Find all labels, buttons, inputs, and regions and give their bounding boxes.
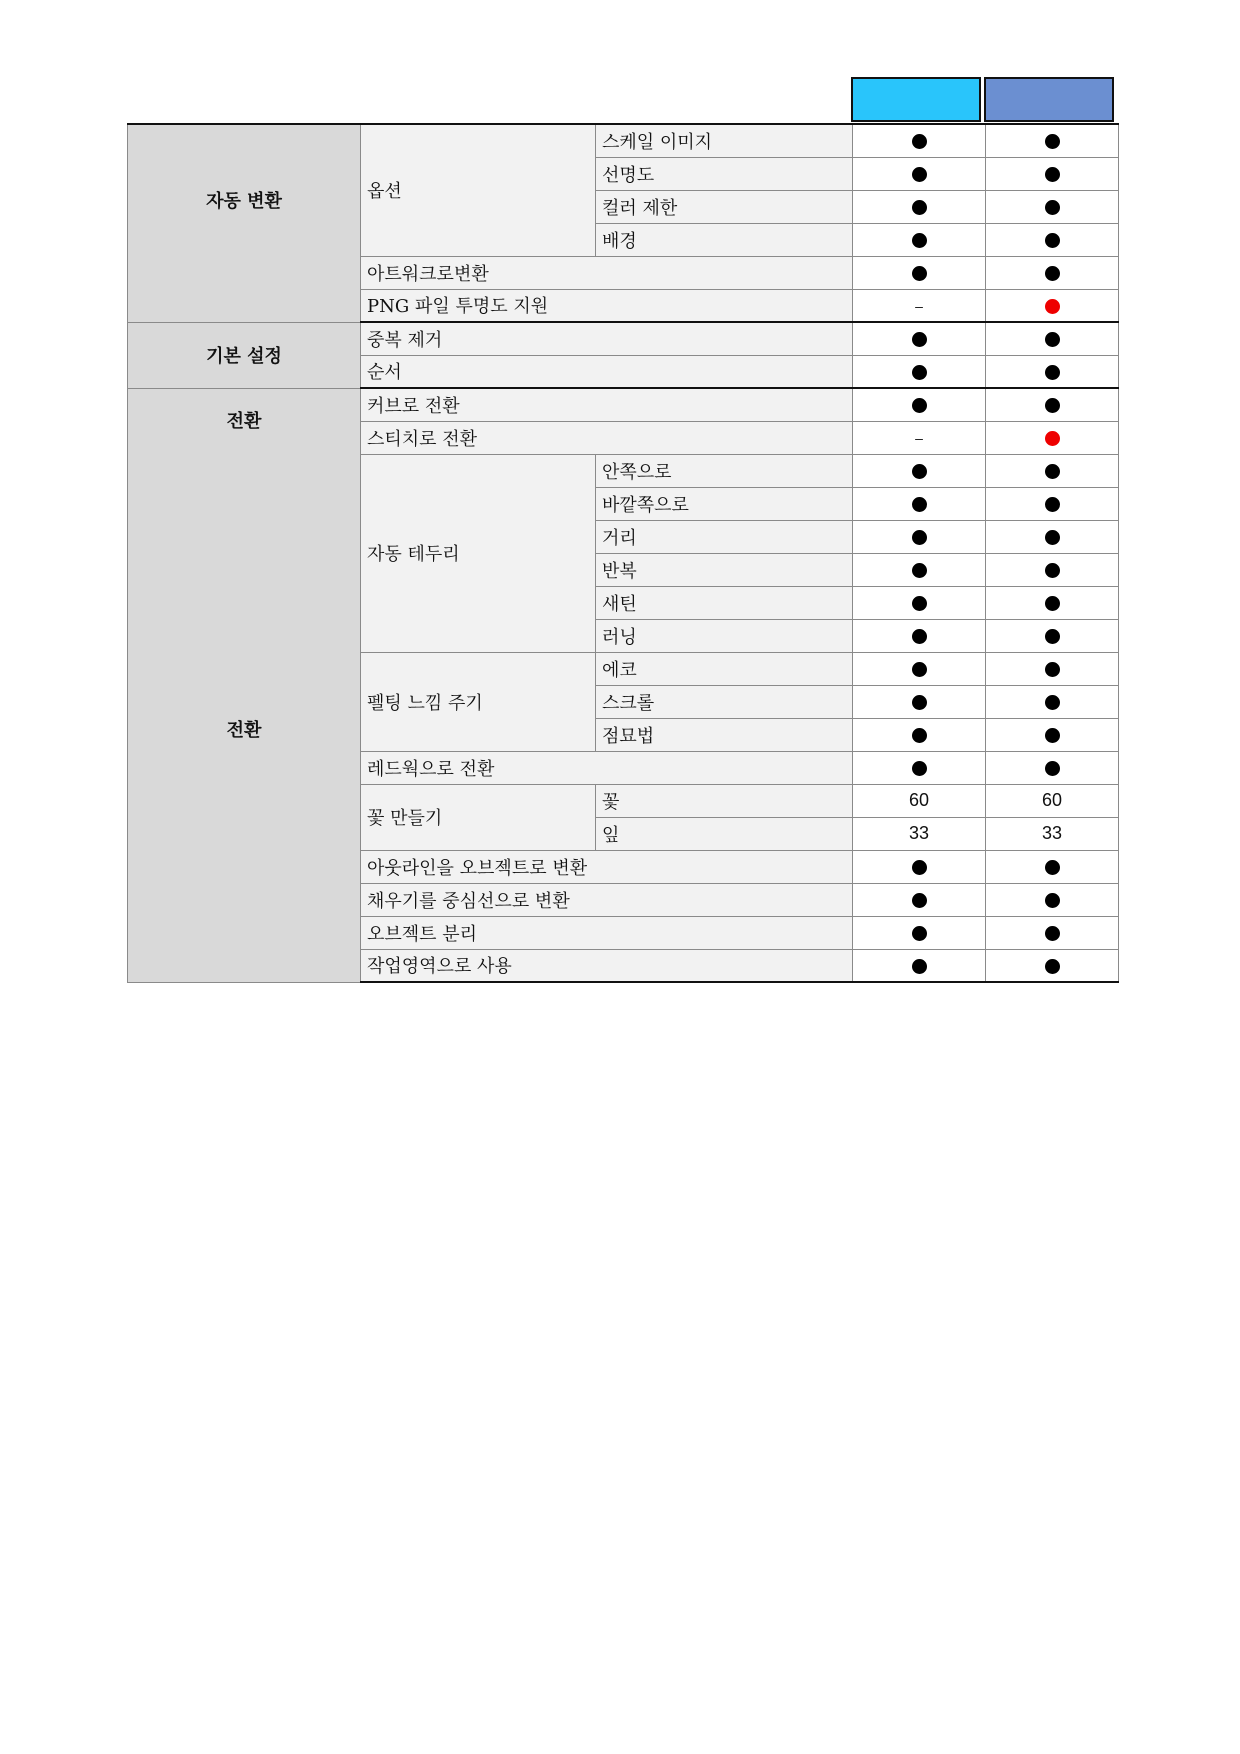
value-col-2 (986, 421, 1119, 454)
value-col-1 (853, 421, 986, 454)
feature-label: 새틴 (596, 586, 853, 619)
supported-dot-icon (912, 266, 927, 281)
table-row (128, 124, 1119, 157)
value-col-1 (853, 817, 986, 850)
supported-dot-icon (1045, 464, 1060, 479)
supported-dot-icon (912, 860, 927, 875)
subgroup-auto-border (361, 454, 596, 652)
feature-label: 아트워크로변환 (361, 256, 853, 289)
subgroup-label: 자동 테두리 (367, 544, 460, 565)
supported-dot-icon (912, 728, 927, 743)
value-col-2 (986, 256, 1119, 289)
value-col-1 (853, 850, 986, 883)
supported-dot-icon (912, 893, 927, 908)
group-conversion (128, 388, 361, 982)
value-col-2 (986, 355, 1119, 388)
value-col-2 (986, 619, 1119, 652)
feature-label: 오브젝트 분리 (361, 916, 853, 949)
value-col-1 (853, 487, 986, 520)
subgroup-options (361, 124, 596, 256)
supported-dot-icon (1045, 167, 1060, 182)
value-text: 60 (908, 790, 930, 810)
value-text: 60 (1041, 790, 1063, 810)
subgroup-felting (361, 652, 596, 751)
value-col-2 (986, 685, 1119, 718)
supported-dot-icon (1045, 662, 1060, 677)
column-headers (851, 77, 1114, 122)
supported-dot-icon (912, 497, 927, 512)
column-header-1 (851, 77, 981, 122)
value-col-2 (986, 157, 1119, 190)
value-col-1 (853, 124, 986, 157)
value-col-2 (986, 883, 1119, 916)
supported-dot-icon (1045, 926, 1060, 941)
value-col-2 (986, 784, 1119, 817)
value-col-2 (986, 850, 1119, 883)
highlight-dot-icon (1045, 299, 1060, 314)
value-col-2 (986, 454, 1119, 487)
feature-label: 반복 (596, 553, 853, 586)
value-col-1 (853, 520, 986, 553)
group-basic-settings (128, 322, 361, 388)
feature-label: 선명도 (596, 157, 853, 190)
value-col-2 (986, 190, 1119, 223)
feature-label: 스티치로 전환 (361, 421, 853, 454)
value-col-1 (853, 190, 986, 223)
feature-label: 점묘법 (596, 718, 853, 751)
value-col-2 (986, 652, 1119, 685)
supported-dot-icon (1045, 497, 1060, 512)
value-text: – (915, 430, 923, 446)
value-col-2 (986, 322, 1119, 355)
subgroup-label: 꽃 만들기 (367, 808, 443, 829)
supported-dot-icon (912, 167, 927, 182)
value-col-1 (853, 355, 986, 388)
value-col-2 (986, 949, 1119, 982)
feature-label: 스케일 이미지 (596, 124, 853, 157)
supported-dot-icon (1045, 761, 1060, 776)
feature-label: 레드웍으로 전환 (361, 751, 853, 784)
supported-dot-icon (912, 365, 927, 380)
feature-label: 거리 (596, 520, 853, 553)
value-col-2 (986, 388, 1119, 421)
feature-label: 러닝 (596, 619, 853, 652)
supported-dot-icon (1045, 530, 1060, 545)
group-label-basic-settings: 기본 설정 (206, 346, 282, 367)
value-col-2 (986, 223, 1119, 256)
supported-dot-icon (912, 662, 927, 677)
supported-dot-icon (912, 761, 927, 776)
value-col-1 (853, 586, 986, 619)
supported-dot-icon (912, 695, 927, 710)
feature-label: 채우기를 중심선으로 변환 (361, 883, 853, 916)
supported-dot-icon (1045, 200, 1060, 215)
supported-dot-icon (1045, 233, 1060, 248)
group-label-conversion-main: 전환 (226, 719, 262, 741)
value-col-1 (853, 619, 986, 652)
supported-dot-icon (1045, 134, 1060, 149)
value-col-1 (853, 916, 986, 949)
supported-dot-icon (912, 629, 927, 644)
value-col-1 (853, 751, 986, 784)
feature-comparison-table (127, 123, 1119, 983)
supported-dot-icon (1045, 959, 1060, 974)
supported-dot-icon (912, 530, 927, 545)
value-col-2 (986, 289, 1119, 322)
value-col-1 (853, 784, 986, 817)
supported-dot-icon (1045, 596, 1060, 611)
group-auto-convert (128, 124, 361, 322)
value-col-1 (853, 322, 986, 355)
supported-dot-icon (912, 200, 927, 215)
value-text: 33 (908, 823, 930, 843)
feature-label: 잎 (596, 817, 853, 850)
supported-dot-icon (1045, 266, 1060, 281)
supported-dot-icon (1045, 365, 1060, 380)
feature-label: 순서 (361, 355, 853, 388)
feature-label: 바깥쪽으로 (596, 487, 853, 520)
supported-dot-icon (1045, 563, 1060, 578)
value-col-2 (986, 487, 1119, 520)
feature-label: 꽃 (596, 784, 853, 817)
subgroup-label: 옵션 (367, 181, 402, 202)
value-col-1 (853, 553, 986, 586)
feature-label: 중복 제거 (361, 322, 853, 355)
value-col-2 (986, 817, 1119, 850)
value-col-2 (986, 553, 1119, 586)
supported-dot-icon (912, 332, 927, 347)
supported-dot-icon (912, 596, 927, 611)
value-col-1 (853, 883, 986, 916)
table-row (128, 388, 1119, 421)
supported-dot-icon (1045, 893, 1060, 908)
feature-label: 배경 (596, 223, 853, 256)
group-label-auto-convert: 자동 변환 (206, 191, 282, 213)
value-col-2 (986, 586, 1119, 619)
value-col-1 (853, 718, 986, 751)
value-col-2 (986, 124, 1119, 157)
supported-dot-icon (912, 233, 927, 248)
feature-label: PNG 파일 투명도 지원 (361, 289, 853, 322)
supported-dot-icon (912, 926, 927, 941)
value-col-1 (853, 223, 986, 256)
supported-dot-icon (1045, 695, 1060, 710)
value-col-2 (986, 916, 1119, 949)
supported-dot-icon (912, 563, 927, 578)
subgroup-label: 펠팅 느낌 주기 (367, 692, 483, 714)
value-col-1 (853, 256, 986, 289)
feature-label: 작업영역으로 사용 (361, 949, 853, 982)
supported-dot-icon (912, 464, 927, 479)
value-col-1 (853, 652, 986, 685)
value-col-1 (853, 157, 986, 190)
supported-dot-icon (1045, 629, 1060, 644)
value-col-1 (853, 685, 986, 718)
highlight-dot-icon (1045, 431, 1060, 446)
supported-dot-icon (912, 398, 927, 413)
supported-dot-icon (1045, 332, 1060, 347)
value-text: – (915, 297, 923, 314)
value-text: 33 (1041, 823, 1063, 843)
supported-dot-icon (1045, 398, 1060, 413)
value-col-1 (853, 454, 986, 487)
feature-label: 컬러 제한 (596, 190, 853, 223)
value-col-2 (986, 718, 1119, 751)
supported-dot-icon (1045, 728, 1060, 743)
group-label-conversion-top: 전환 (226, 410, 262, 432)
value-col-2 (986, 751, 1119, 784)
subgroup-flower (361, 784, 596, 850)
value-col-2 (986, 520, 1119, 553)
supported-dot-icon (912, 959, 927, 974)
feature-label: 에코 (596, 652, 853, 685)
supported-dot-icon (912, 134, 927, 149)
value-col-1 (853, 388, 986, 421)
column-header-2 (984, 77, 1114, 122)
table-row (128, 322, 1119, 355)
supported-dot-icon (1045, 860, 1060, 875)
value-col-1 (853, 949, 986, 982)
feature-label: 아웃라인을 오브젝트로 변환 (361, 850, 853, 883)
feature-label: 안쪽으로 (596, 454, 853, 487)
feature-label: 스크롤 (596, 685, 853, 718)
value-col-1 (853, 289, 986, 322)
feature-label: 커브로 전환 (361, 388, 853, 421)
